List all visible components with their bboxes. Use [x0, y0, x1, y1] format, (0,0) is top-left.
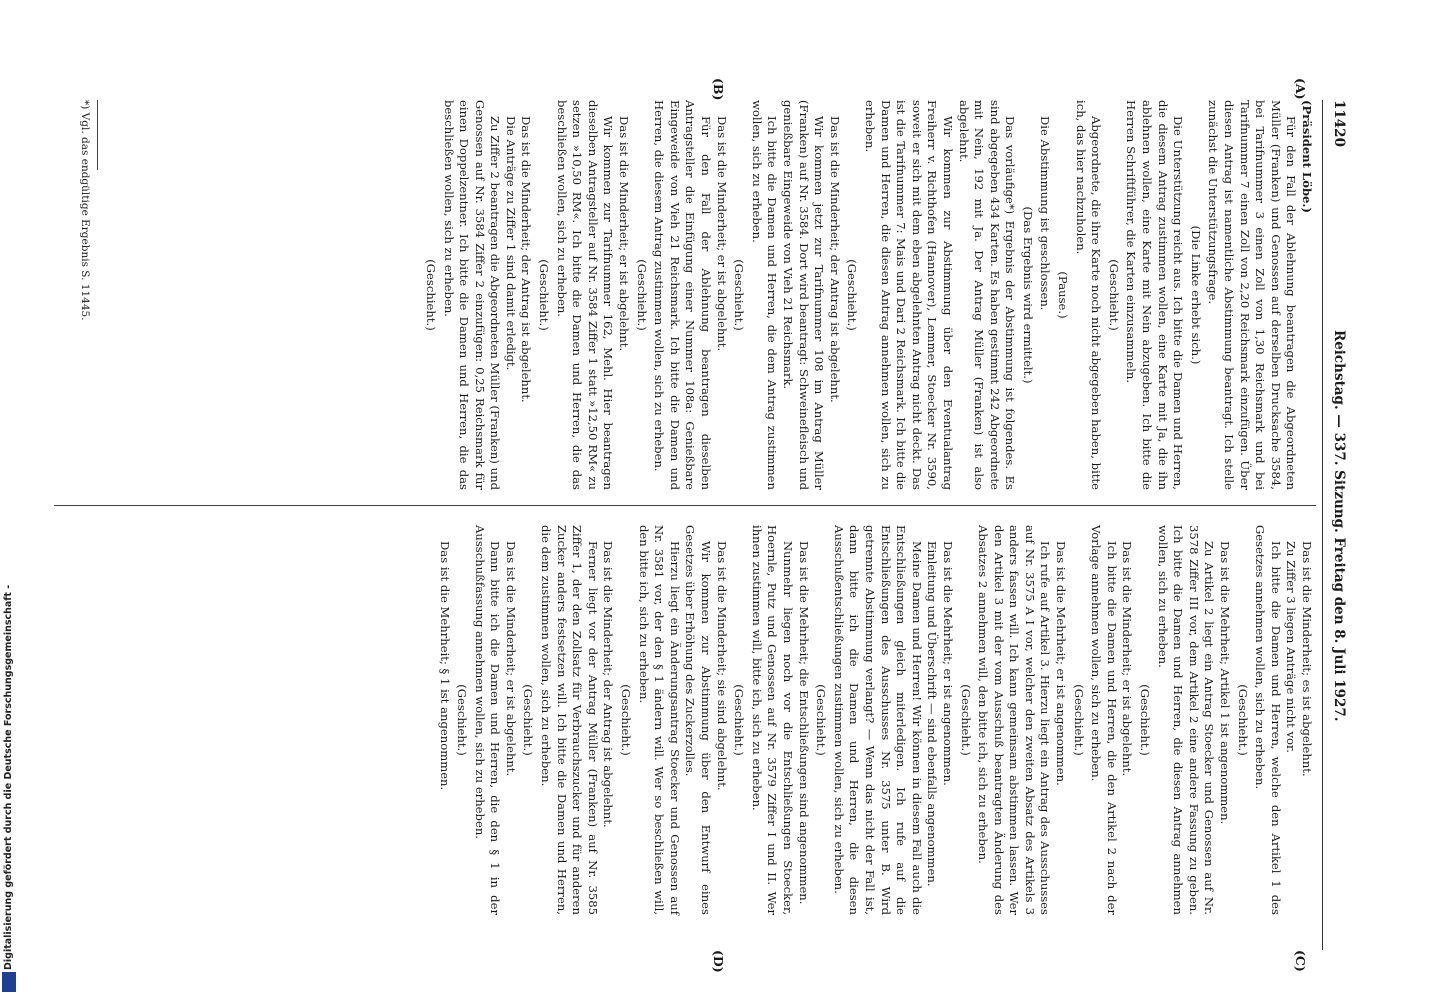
paragraph: Abgeordnete, die ihre Karte noch nicht abgegeben haben, bitte ich, das hier nachzuholen. [1073, 100, 1104, 490]
stage-direction: (Pause.) [1056, 271, 1071, 319]
stage-direction: (Geschieht.) [521, 684, 536, 756]
header-rule [1322, 100, 1323, 950]
paragraph: Für den Fall der Ablehnung beantragen dieselben Antragsteller die Einfügung einer Nummer 108a: Genießbare Eingeweide von Vieh 21 Reichsmark. Ich bitte die Damen und Herren, die diesem Antrag zustimmen wollen, sich zu erheben. [652, 100, 714, 490]
paragraph: Ich bitte die Damen und Herren, die dem Antrag zustimmen wollen, sich zu erheben. [749, 100, 780, 490]
marker-d: (D) [711, 950, 726, 973]
paragraph: Zu Artikel 2 liegt ein Antrag Stoecker und Genossen auf Nr. 3578 Ziffer III vor, dem Artikel 2 eine andere Fassung zu geben. Ich bitte die Damen und Herren, die diesen Antrag annehmen wollen, sich zu erheben. [1155, 525, 1217, 915]
stage-direction: (Geschieht.) [814, 684, 829, 756]
stage-direction: (Geschieht.) [732, 684, 747, 756]
left-column [420, 100, 1314, 490]
stage-direction: (Geschieht.) [619, 684, 634, 756]
paragraph: Zu Ziffer 2 beantragen die Abgeordneten Müller (Franken) und Genossen auf Nr. 3584 Ziffer 2 einzufügen: 0,25 Reichsmark für einen Doppelzentner. Ich bitte die Damen und Herren, die das beschließen wollen, sich zu erheben. [441, 100, 503, 490]
paragraph: Das ist die Minderheit; er ist abgelehnt. [503, 541, 518, 777]
paragraph: Das vorläufige*) Ergebnis der Abstimmung ist folgendes. Es sind abgegeben 434 Karten. Es haben gestimmt 242 Abgeordnete mit Nein, 192 mit Ja. Der Antrag Müller (Franken) ist also abgelehnt. [956, 100, 1018, 490]
paragraph: Das ist die Minderheit; der Antrag ist abgelehnt. [601, 541, 616, 828]
running-head [1326, 100, 1352, 950]
header-title: Reichstag. — 337. Sitzung. Freitag den 8. Juli 1927. [1331, 330, 1347, 722]
sidebar-credit: Digitalisierung gefördert durch die Deutsche Forschungsgemeinschaft - [3, 584, 14, 970]
paragraph: Meine Damen und Herren! Wir können in diesem Fall auch die Entschließungen gleich miterledigen. Ich rufe auf die Entschließungen des Ausschusses Nr. 3575 unter B. Wird getrennte Abstimmung verlangt? — Wenn das nicht der Fall ist, dann bitte ich die Damen und Herren, die diesen Ausschußentschließungen zustimmen wollen, sich zu erheben. [831, 525, 924, 915]
stage-direction: (Geschieht.) [732, 259, 747, 331]
stage-direction: (Geschieht.) [423, 259, 438, 331]
paragraph: Zu Ziffer 3 liegen Anträge nicht vor. [1284, 541, 1299, 753]
paragraph: Nunmehr liegen noch vor die Entschließungen Stoecker, Hoernle, Putz und Genossen auf Nr. 3579 Ziffer I und II. Wer ihnen zustimmen will, bitte ich, sich zu erheben. [749, 525, 795, 915]
paragraph: Wir kommen zur Abstimmung über den Entwurf eines Gesetzes über Erhöhung des Zuckerzolles. [683, 525, 714, 915]
paragraph: Ich bitte die Damen und Herren, die den Artikel 2 nach der Vorlage annehmen wollen, sich zu erheben. [1089, 525, 1119, 915]
paragraph: Das ist die Minderheit; der Antrag ist abgelehnt. [519, 116, 534, 403]
stage-direction: (Geschieht.) [1106, 259, 1121, 331]
paragraph: Die Abstimmung ist geschlossen. [1038, 116, 1053, 311]
paragraph: Das ist die Minderheit; er ist abgelehnt. [1120, 541, 1135, 777]
stage-direction: (Geschieht.) [1235, 684, 1250, 756]
digitization-sidebar [0, 0, 20, 1000]
paragraph: Die Unterstützung reicht aus. Ich bitte die Damen und Herren, die diesem Antrag zustimmen wollen, eine Karte mit Ja, die ihn ablehnen wollen, eine Karte mit Nein abzugeben. Ich bitte die Herren Schriftführer, die Karten einzusammeln. [1124, 100, 1186, 490]
stage-direction: (Die Linke erhebt sich.) [1188, 225, 1203, 365]
paragraph: Ich bitte die Damen und Herren, welche den Artikel 1 des Gesetzes annehmen wollen, sich zu erheben. [1253, 525, 1283, 915]
paragraph: Das ist die Minderheit; es ist abgelehnt. [1300, 541, 1314, 777]
stage-direction: (Geschieht.) [634, 259, 649, 331]
stage-direction: (Das Ergebnis wird ermittelt.) [1020, 206, 1035, 384]
paragraph: Wir kommen zur Tarifnummer 162, Mehl. Hier beantragen dieselben Antragsteller auf Nr. 3584 Ziffer 1 statt »12,50 RM« zu setzen »10,50 RM«. Ich bitte die Damen und Herren, die das beschließen wollen, sich zu erheben. [554, 100, 616, 490]
speaker-label: (Präsident Löbe.) [1300, 100, 1314, 213]
dfg-logo [2, 972, 16, 992]
marker-a: (A) [1293, 78, 1308, 100]
paragraph: Das ist die Mehrheit; die Entschließungen sind angenommen. [796, 541, 811, 905]
paragraph: Wir kommen zur Abstimmung über den Eventualantrag Freiherr v. Richthofen (Hannover), Lemmer, Stoecker Nr. 3590, soweit er sich mit dem eben abgelehnten Antrag nicht deckt. Das ist die Tarifnummer 7: Mais und Dari 2 Reichsmark. Ich bitte die Damen und Herren, die diesen Antrag annehmen wollen, sich zu erheben. [862, 100, 955, 490]
paragraph: Das ist die Minderheit; er ist abgelehnt. [617, 116, 632, 352]
footnote: *) Vgl. das endgültige Ergebnis S. 11445. [79, 100, 91, 321]
paragraph: Einleitung und Überschrift — sind ebenfalls angenommen. [925, 541, 940, 887]
paragraph: Hierzu liegt ein Änderungsantrag Stoecker und Genossen auf Nr. 3581 vor, der den § 1 ändern will. Wer so beschließen will, den bitte ich, sich zu erheben. [636, 525, 682, 915]
paragraph: Das ist die Mehrheit; er ist angenommen. [1054, 541, 1069, 786]
right-column [436, 525, 1314, 915]
stage-direction: (Geschieht.) [455, 684, 470, 756]
footnote-rule [97, 100, 98, 170]
paragraph: Das ist die Mehrheit; § 1 ist angenommen. [437, 541, 452, 791]
paragraph: Ferner liegt vor der Antrag Müller (Franken) auf Nr. 3585 Ziffer 1, der den Zollsatz für Verbrauchszucker und für anderen Zucker anders festsetzen will. Ich bitte die Damen und Herren, die dem zustimmen wollen, sich zu erheben. [539, 525, 600, 915]
paragraph: Das ist die Minderheit; er ist abgelehnt. [714, 116, 729, 352]
marker-c: (C) [1293, 950, 1308, 972]
marker-b: (B) [711, 78, 726, 101]
page-number: 11420 [1331, 100, 1347, 147]
stage-direction: (Geschieht.) [958, 684, 973, 756]
stage-direction: (Geschieht.) [845, 259, 860, 331]
stage-direction: (Geschieht.) [1138, 684, 1153, 756]
paragraph: Dann bitte ich die Damen und Herren, die den § 1 in der Ausschußfassung annehmen wollen, sich zu erheben. [472, 525, 503, 915]
paragraph: Ich rufe auf Artikel 3. Hierzu liegt ein Antrag des Ausschusses auf Nr. 3575 A I vor, welcher den zweiten Absatz des Artikels 3 anders fassen will. Ich kann gemeinsam abstimmen lassen. Wer den Artikel 3 mit der vom Ausschuß beantragten Änderung des Absatzes 2 annehmen will, den bitte ich, sich zu erheben. [976, 525, 1053, 915]
paragraph: Für den Fall der Ablehnung beantragen die Abgeordneten Müller (Franken) und Genossen auf derselben Drucksache 3584, bei Tarifnummer 3 einen Zoll von 1,30 Reichsmark und bei Tarifnummer 7 einen Zoll von 2,20 Reichsmark einzufügen. Über diesen Antrag ist namentliche Abstimmung beantragt. Ich stelle zunächst die Unterstützungsfrage. [1206, 100, 1299, 490]
paragraph: Das ist die Mehrheit; er ist angenommen. [940, 541, 955, 786]
stage-direction: (Geschieht.) [537, 259, 552, 331]
paragraph: Das ist die Minderheit; sie sind abgelehnt. [714, 541, 729, 791]
paragraph: Die Anträge zu Ziffer 1 sind damit erledigt. [503, 116, 518, 371]
paragraph: Das ist die Minderheit; der Antrag ist abgelehnt. [827, 116, 842, 403]
paragraph: Wir kommen jetzt zur Tarifnummer 108 im Antrag Müller (Franken) auf Nr. 3584. Dort wird beantragt: Schweinefleisch und genießbare Eingeweide von Vieh 21 Reichsmark. [781, 100, 827, 490]
column-divider [54, 505, 1316, 506]
stage-direction: (Geschieht.) [1071, 684, 1086, 756]
paragraph: Das ist die Mehrheit; Artikel 1 ist angenommen. [1218, 541, 1233, 825]
